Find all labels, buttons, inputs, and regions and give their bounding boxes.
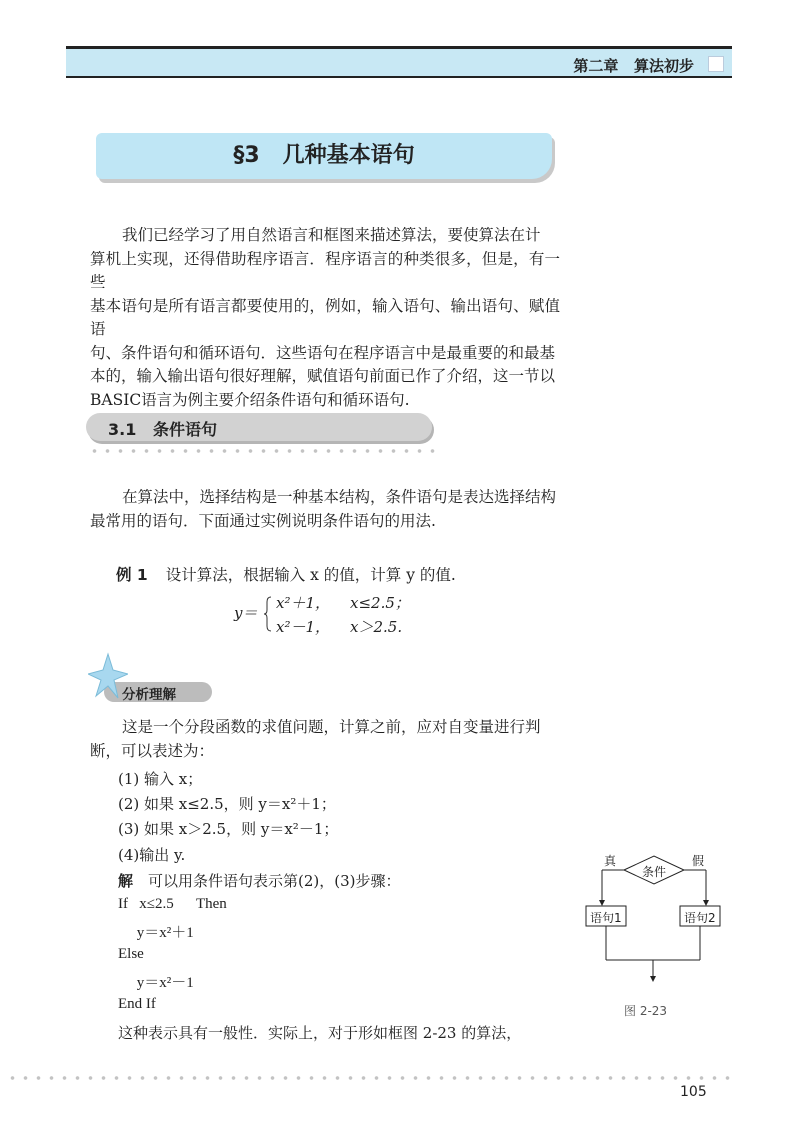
example-text: 设计算法，根据输入 x 的值，计算 y 的值. — [165, 566, 456, 584]
step-4: (4)输出 y. — [118, 846, 186, 864]
intro-line: 我们已经学习了用自然语言和框图来描述算法，要使算法在计 — [122, 226, 541, 244]
subsection-title-bar — [86, 413, 432, 441]
body-paragraph — [90, 486, 560, 533]
subsection-title: 3.1 条件语句 — [108, 420, 218, 439]
function-lhs: y＝ — [234, 604, 258, 622]
section-title-box — [96, 133, 552, 179]
piecewise-function — [234, 592, 434, 638]
step-2: (2) 如果 x≤2.5，则 y＝x²＋1； — [118, 795, 336, 813]
case-1-expr: x²＋1， — [276, 594, 331, 612]
flow-true-label: 真 — [604, 854, 617, 868]
flow-condition: 条件 — [642, 865, 667, 879]
flowchart-figure — [580, 848, 728, 1020]
chapter-title: 第二章 算法初步 — [573, 57, 694, 75]
example-statement — [116, 563, 456, 585]
header-square-icon — [708, 56, 724, 72]
case-2-cond: x＞2.5. — [350, 618, 403, 636]
code-line: If x≤2.5 Then — [118, 896, 227, 912]
intro-line: 算机上实现，还得借助程序语言．程序语言的种类很多，但是，有一些 — [90, 249, 560, 291]
step-3: (3) 如果 x＞2.5，则 y＝x²－1； — [118, 820, 339, 838]
page-number: 105 — [680, 1084, 707, 1100]
solution-text: 可以用条件语句表示第(2)，(3)步骤： — [148, 872, 401, 890]
example-label: 例 1 — [116, 566, 148, 584]
dotted-divider — [88, 449, 436, 453]
solution-last-line: 这种表示具有一般性．实际上，对于形如框图 2-23 的算法， — [118, 1024, 522, 1042]
solution-label: 解 — [118, 872, 134, 890]
code-line: End If — [118, 996, 156, 1012]
analysis-line: 这是一个分段函数的求值问题，计算之前，应对自变量进行判 — [122, 718, 541, 736]
analysis-badge — [88, 652, 218, 704]
step-1: (1) 输入 x； — [118, 770, 203, 788]
chapter-header-bar — [66, 46, 732, 78]
analysis-paragraph — [90, 716, 560, 763]
intro-line: 基本语句是所有语言都要使用的，例如，输入语句、输出语句、赋值语 — [90, 296, 560, 338]
flow-statement-2: 语句2 — [684, 911, 716, 925]
code-line: Else — [118, 946, 144, 962]
code-line: y＝x²＋1 — [118, 925, 194, 941]
intro-paragraph — [90, 224, 560, 412]
analysis-badge-label: 分析理解 — [122, 687, 176, 703]
footer-dotted-line — [6, 1076, 736, 1080]
intro-line: BASIC语言为例主要介绍条件语句和循环语句. — [90, 390, 410, 409]
code-line: y＝x²－1 — [118, 975, 194, 991]
left-brace-icon — [264, 596, 272, 632]
flow-caption: 图 2-23 — [624, 1004, 668, 1018]
intro-line: 本的，输入输出语句很好理解，赋值语句前面已作了介绍，这一节以 — [90, 367, 556, 385]
body-line: 最常用的语句．下面通过实例说明条件语句的用法. — [90, 511, 436, 530]
star-icon — [88, 652, 128, 700]
intro-line: 句、条件语句和循环语句．这些语句在程序语言中是最重要的和最基 — [90, 343, 556, 362]
flow-false-label: 假 — [692, 854, 705, 868]
body-line: 在算法中，选择结构是一种基本结构，条件语句是表达选择结构 — [122, 488, 557, 506]
case-1-cond: x≤2.5； — [350, 594, 410, 612]
section-title: §3 几种基本语句 — [233, 143, 415, 168]
flow-statement-1: 语句1 — [590, 911, 622, 925]
analysis-line: 断，可以表述为： — [90, 741, 215, 760]
case-2-expr: x²－1， — [276, 618, 331, 636]
